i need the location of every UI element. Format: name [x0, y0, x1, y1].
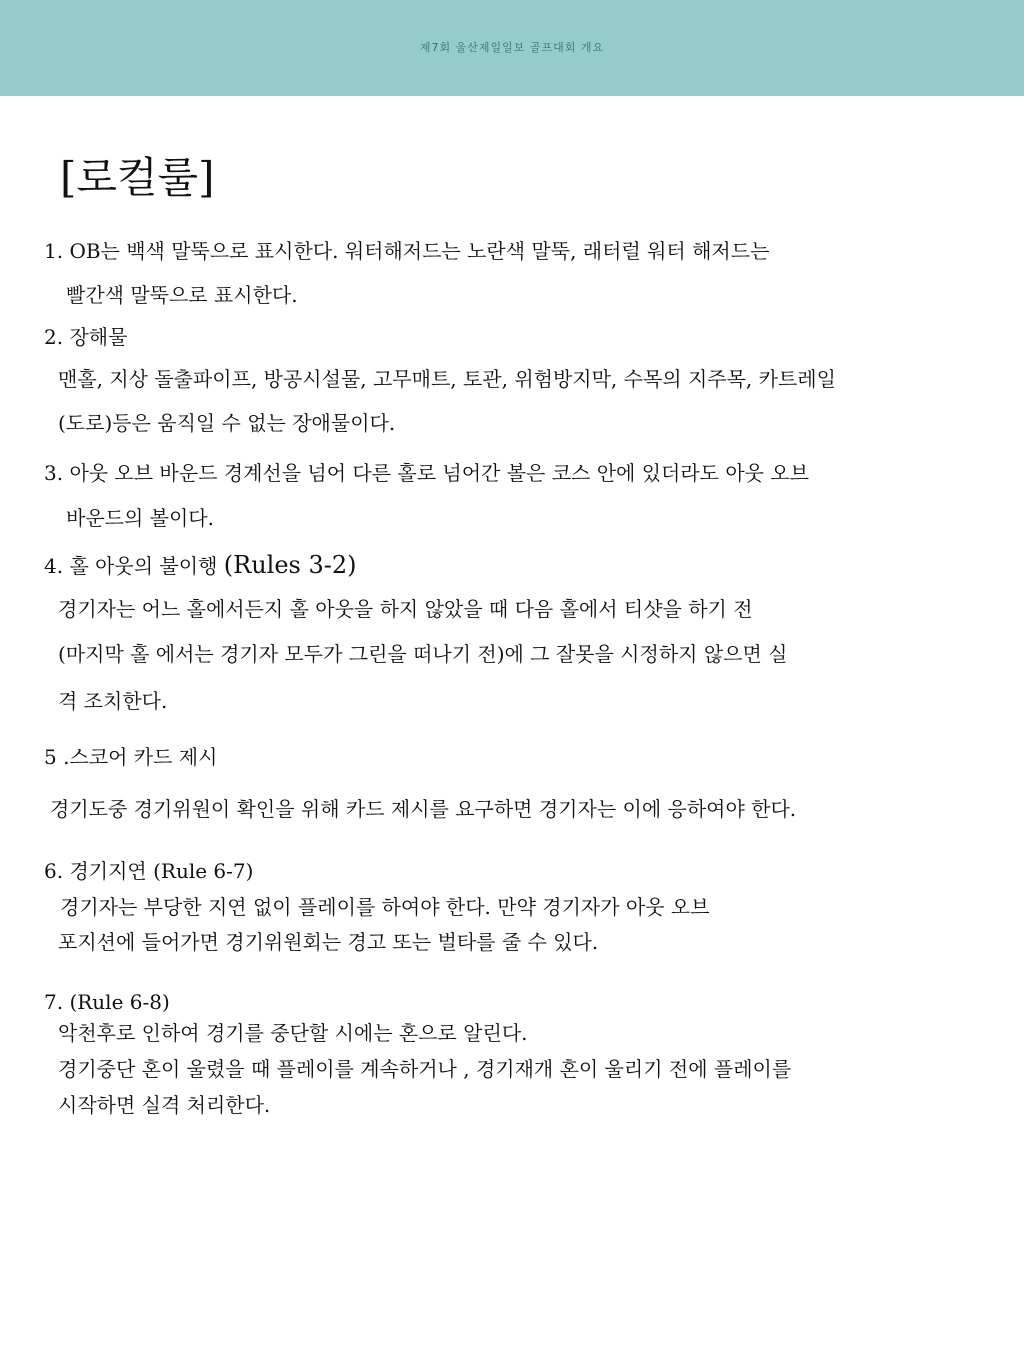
rule-4-title-text: 4. 홀 아웃의 불이행 [44, 554, 224, 578]
rule-6-line-1: 경기자는 부당한 지연 없이 플레이를 하여야 한다. 만약 경기자가 아웃 오브 [60, 895, 710, 919]
rule-4-line-1: 경기자는 어느 홀에서든지 홀 아웃을 하지 않았을 때 다음 홀에서 티샷을 하기 전 [58, 597, 753, 621]
rule-5-line-1: 경기도중 경기위원이 확인을 위해 카드 제시를 요구하면 경기자는 이에 응하여야 한다. [50, 797, 797, 821]
rule-5-title: 5 .스코어 카드 제시 [44, 745, 218, 769]
rule-3-line-2: 바운드의 볼이다. [66, 506, 214, 530]
rule-7-line-2: 경기중단 혼이 울렸을 때 플레이를 계속하거나 , 경기재개 혼이 울리기 전에 플레이를 [58, 1057, 792, 1081]
title-banner [0, 0, 1024, 96]
rule-6-line-2: 포지션에 들어가면 경기위원회는 경고 또는 벌타를 줄 수 있다. [58, 930, 599, 954]
rule-1-line-1: 1. OB는 백색 말뚝으로 표시한다. 워터해저드는 노란색 말뚝, 래터럴 워터 해저드는 [44, 239, 770, 263]
rule-4-title [44, 550, 357, 581]
rule-7-title: 7. (Rule 6-8) [44, 990, 170, 1014]
rule-6-title: 6. 경기지연 (Rule 6-7) [44, 859, 254, 883]
rule-4-line-2: (마지막 홀 에서는 경기자 모두가 그린을 떠나기 전)에 그 잘못을 시정하지 않으면 실 [58, 642, 788, 666]
rule-4-rule-ref: (Rules 3-2) [223, 551, 357, 579]
rule-7-line-1: 악천후로 인하여 경기를 중단할 시에는 혼으로 알린다. [58, 1021, 528, 1045]
rule-1-line-2: 빨간색 말뚝으로 표시한다. [66, 283, 298, 307]
section-heading: [로컬룰] [60, 153, 215, 202]
rule-4-line-3: 격 조치한다. [58, 689, 168, 713]
rule-2-title: 2. 장해물 [44, 325, 128, 349]
rule-3-line-1: 3. 아웃 오브 바운드 경계선을 넘어 다른 홀로 넘어간 볼은 코스 안에 있더라도 아웃 오브 [44, 461, 809, 485]
rule-2-line-2: (도로)등은 움직일 수 없는 장애물이다. [58, 411, 396, 435]
rule-7-line-3: 시작하면 실격 처리한다. [58, 1093, 271, 1117]
page-title: 제7회 울산제일일보 골프대회 개요 [419, 41, 605, 54]
rule-2-line-1: 맨홀, 지상 돌출파이프, 방공시설물, 고무매트, 토관, 위험방지막, 수목의 지주목, 카트레일 [58, 367, 836, 391]
